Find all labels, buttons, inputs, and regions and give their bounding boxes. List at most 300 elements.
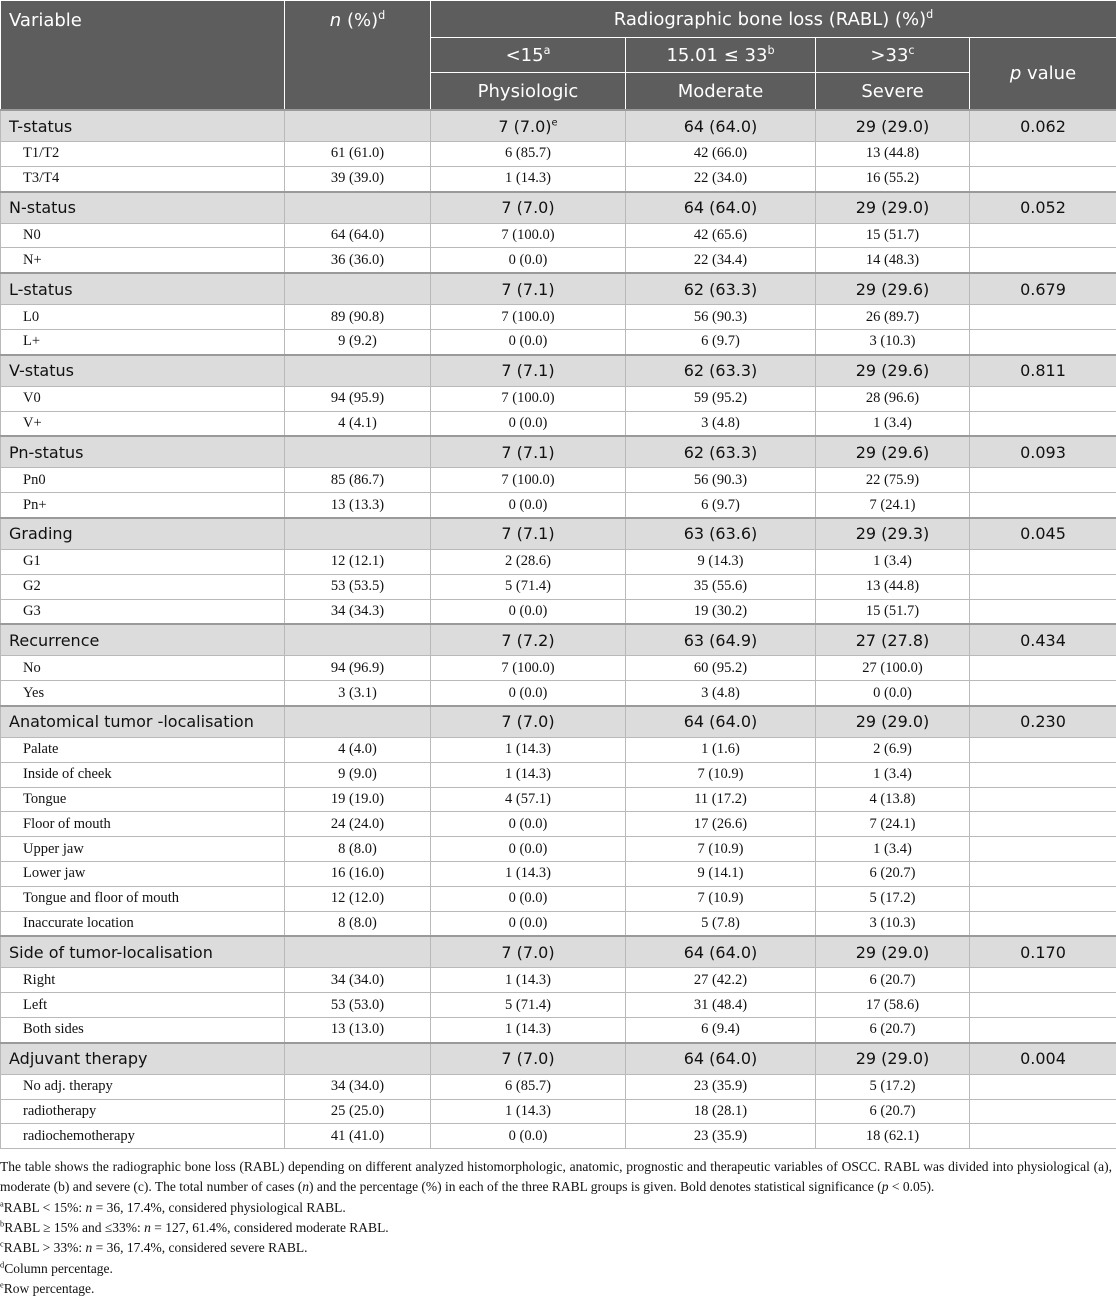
group-physiologic-text: 7 (7.1) [501,524,555,544]
group-n [285,518,431,550]
row-n [285,911,431,936]
row-label-text: Left [23,996,48,1013]
row-n [285,166,431,191]
group-physiologic [431,192,626,224]
footnote-text: Row percentage. [3,1280,95,1296]
row-label [1,468,285,493]
row-n [285,861,431,886]
group-physiologic-text: 7 (7.1) [501,361,555,381]
row-severe-text: 15 (51.7) [865,226,920,243]
row-severe-text: 13 (44.8) [865,578,920,595]
row-p-value [970,812,1116,837]
row-severe [816,599,970,624]
row-p-value [970,993,1116,1018]
table-row [1,386,1116,411]
row-severe [816,656,970,681]
row-moderate-text: 56 (90.3) [693,308,748,325]
header-n-rest: (%) [341,10,379,31]
group-moderate [626,355,816,387]
row-label-text: V+ [23,414,42,431]
footnote-a [0,1198,1112,1218]
group-severe-text: 29 (29.6) [855,442,930,462]
group-severe [816,1043,970,1075]
row-n-text: 61 (61.0) [330,145,385,162]
table-row [1,223,1116,248]
row-n-text: 41 (41.0) [330,1127,385,1144]
row-physiologic-text: 1 (14.3) [505,1102,551,1119]
row-label-text: radiotherapy [23,1102,97,1119]
table-row [1,1124,1116,1149]
row-n [285,386,431,411]
caption-n: n [302,1179,309,1195]
row-moderate-text: 3 (4.8) [701,684,740,701]
row-moderate [626,762,816,787]
row-physiologic [431,386,626,411]
row-moderate [626,681,816,706]
row-moderate-text: 9 (14.3) [697,553,744,570]
row-moderate-text: 5 (7.8) [701,914,740,931]
group-n [285,936,431,968]
row-label-text: No [23,659,41,676]
row-physiologic-text: 7 (100.0) [501,390,555,407]
row-n [285,812,431,837]
group-severe [816,192,970,224]
row-label [1,812,285,837]
group-moderate-text: 63 (64.9) [683,630,758,650]
row-label-text: Floor of mouth [23,815,111,832]
header-p-rest: value [1021,63,1077,84]
group-n [285,624,431,656]
row-physiologic [431,911,626,936]
row-severe-text: 1 (3.4) [873,553,912,570]
row-moderate [626,837,816,862]
group-label [1,1043,285,1075]
row-severe-text: 1 (3.4) [873,766,912,783]
group-label-text: T-status [9,116,73,136]
row-severe [816,386,970,411]
row-moderate-text: 9 (14.1) [697,865,744,882]
table-row [1,886,1116,911]
header-rabl [431,1,1116,38]
row-p-value [970,787,1116,812]
row-physiologic [431,305,626,330]
row-label-text: No adj. therapy [23,1078,113,1095]
group-moderate-text: 62 (63.3) [683,361,758,381]
row-p-value [970,599,1116,624]
row-moderate-text: 11 (17.2) [694,790,747,807]
table-notes [0,1157,1116,1299]
row-label-text: V0 [23,390,41,407]
row-label [1,223,285,248]
row-moderate [626,386,816,411]
row-label [1,599,285,624]
row-severe [816,1017,970,1042]
row-severe [816,762,970,787]
group-severe-text: 27 (27.8) [855,630,930,650]
row-moderate-text: 6 (9.7) [701,333,740,350]
group-p-value-text: 0.230 [1020,712,1066,732]
row-severe [816,574,970,599]
row-severe [816,1074,970,1099]
group-header-row [1,624,1116,656]
row-physiologic-text: 7 (100.0) [501,659,555,676]
row-physiologic-text: 4 (57.1) [505,790,551,807]
group-label-text: Adjuvant therapy [9,1049,148,1069]
group-physiologic-text: 7 (7.0) [501,198,555,218]
header-col-c-text: >33 [870,44,909,66]
group-physiologic [431,436,626,468]
row-label [1,549,285,574]
row-moderate-text: 22 (34.4) [693,251,748,268]
group-severe [816,936,970,968]
row-n [285,1017,431,1042]
row-severe-text: 13 (44.8) [865,145,920,162]
row-label [1,886,285,911]
group-p-value-text: 0.062 [1020,116,1066,136]
row-moderate-text: 22 (34.0) [693,170,748,187]
row-n [285,468,431,493]
row-physiologic-text: 5 (71.4) [505,996,551,1013]
row-severe [816,493,970,518]
row-physiologic-text: 0 (0.0) [508,251,548,268]
row-p-value [970,248,1116,273]
row-moderate-text: 18 (28.1) [693,1102,748,1119]
row-n [285,762,431,787]
row-label-text: N+ [23,251,42,268]
row-n [285,886,431,911]
row-n-text: 85 (86.7) [330,471,385,488]
header-col-b [626,38,816,73]
row-n [285,248,431,273]
group-label-text: Grading [9,524,73,544]
row-label-text: Both sides [23,1021,84,1038]
table-row [1,762,1116,787]
group-p-value [970,936,1116,968]
group-moderate [626,518,816,550]
row-physiologic [431,787,626,812]
row-moderate [626,411,816,436]
group-physiologic [431,110,626,142]
row-p-value [970,1074,1116,1099]
group-p-value [970,110,1116,142]
group-p-value-text: 0.045 [1020,524,1066,544]
table-row [1,737,1116,762]
group-label-text: Side of tumor-localisation [9,942,213,962]
row-physiologic-text: 6 (85.7) [505,145,551,162]
group-moderate-text: 64 (64.0) [683,116,758,136]
row-physiologic [431,1017,626,1042]
table-row [1,599,1116,624]
row-moderate-text: 6 (9.4) [701,1021,740,1038]
row-severe-text: 18 (62.1) [865,1127,920,1144]
row-physiologic-text: 1 (14.3) [505,766,551,783]
group-label [1,436,285,468]
row-severe [816,968,970,993]
header-label-c: Severe [816,73,970,111]
row-p-value [970,861,1116,886]
group-moderate-text: 63 (63.6) [683,524,758,544]
row-moderate [626,737,816,762]
row-severe-text: 17 (58.6) [865,996,920,1013]
row-label [1,681,285,706]
group-p-value [970,1043,1116,1075]
group-header-row [1,273,1116,305]
group-p-value [970,706,1116,738]
group-label [1,273,285,305]
row-n-text: 9 (9.0) [338,766,377,783]
table-row [1,861,1116,886]
row-severe-text: 5 (17.2) [869,890,916,907]
group-label [1,518,285,550]
table-row [1,787,1116,812]
header-n-sup: d [378,9,386,22]
row-severe [816,886,970,911]
row-label-text: Upper jaw [23,840,84,857]
row-severe [816,166,970,191]
header-n [285,1,431,111]
row-physiologic-text: 0 (0.0) [508,890,548,907]
footnote-marker: a [0,1199,4,1209]
group-severe-text: 29 (29.0) [855,712,930,732]
group-label [1,936,285,968]
row-label [1,166,285,191]
group-p-value-text: 0.170 [1020,942,1066,962]
row-p-value [970,968,1116,993]
group-physiologic-text: 7 (7.2) [501,630,555,650]
row-label [1,386,285,411]
row-p-value [970,549,1116,574]
row-severe [816,787,970,812]
group-header-row [1,1043,1116,1075]
row-moderate-text: 19 (30.2) [693,602,748,619]
row-label-text: Lower jaw [23,865,86,882]
row-physiologic [431,1099,626,1124]
row-severe [816,1099,970,1124]
group-label-text: Pn-status [9,442,84,462]
row-label [1,574,285,599]
group-severe [816,436,970,468]
row-moderate-text: 3 (4.8) [701,414,740,431]
header-label-b: Moderate [626,73,816,111]
row-moderate [626,599,816,624]
group-header-row [1,192,1116,224]
group-p-value-text: 0.004 [1020,1049,1066,1069]
group-moderate [626,706,816,738]
group-moderate-text: 62 (63.3) [683,279,758,299]
header-col-b-text: 15.01 ≤ 33 [666,44,768,66]
row-physiologic [431,411,626,436]
row-physiologic-text: 0 (0.0) [508,684,548,701]
group-moderate [626,624,816,656]
row-n-text: 4 (4.0) [338,741,377,758]
row-physiologic-text: 0 (0.0) [508,914,548,931]
row-severe [816,737,970,762]
row-p-value [970,656,1116,681]
row-p-value [970,737,1116,762]
row-physiologic-text: 2 (28.6) [505,553,551,570]
row-label [1,737,285,762]
group-physiologic-text: 7 (7.0) [498,116,552,136]
row-label [1,762,285,787]
row-label [1,305,285,330]
row-n-text: 16 (16.0) [330,865,385,882]
row-moderate [626,911,816,936]
table-row [1,305,1116,330]
row-physiologic [431,223,626,248]
row-p-value [970,468,1116,493]
group-header-row [1,436,1116,468]
group-moderate-text: 64 (64.0) [683,1049,758,1069]
row-severe-text: 1 (3.4) [873,840,912,857]
row-severe-text: 28 (96.6) [865,390,920,407]
row-moderate-text: 59 (95.2) [693,390,748,407]
row-physiologic-text: 0 (0.0) [508,815,548,832]
row-n [285,1099,431,1124]
group-label [1,192,285,224]
row-label-text: Right [23,971,56,988]
row-physiologic-text: 1 (14.3) [505,741,551,758]
row-physiologic [431,493,626,518]
row-label-text: Pn0 [23,471,46,488]
row-physiologic-text: 1 (14.3) [505,170,551,187]
row-physiologic-text: 7 (100.0) [501,471,555,488]
row-label-text: G3 [23,602,41,619]
row-physiologic [431,599,626,624]
group-n [285,273,431,305]
row-p-value [970,886,1116,911]
row-label [1,411,285,436]
row-n-text: 24 (24.0) [330,815,385,832]
caption-part: The table shows the radiographic bone loss (RABL) depending on different analyzed histomorphologic, anatomic, prognostic and therapeutic variables of OSCC. RABL was divided into physiological (a), moderate (b) and severe (c). The total number of cases ( [0,1159,1112,1195]
row-label [1,911,285,936]
group-physiologic [431,518,626,550]
row-p-value [970,386,1116,411]
group-physiologic-text: 7 (7.0) [501,712,555,732]
row-n [285,656,431,681]
group-physiologic [431,936,626,968]
row-severe [816,468,970,493]
row-moderate [626,993,816,1018]
row-moderate-text: 23 (35.9) [693,1127,748,1144]
row-severe [816,549,970,574]
row-n [285,737,431,762]
row-label [1,837,285,862]
row-label [1,861,285,886]
row-label [1,968,285,993]
row-p-value [970,911,1116,936]
row-moderate [626,166,816,191]
row-label [1,329,285,354]
row-n-text: 8 (8.0) [338,840,377,857]
row-moderate-text: 17 (26.6) [693,815,748,832]
footnote-n: n [85,1199,93,1215]
group-moderate [626,192,816,224]
row-physiologic [431,993,626,1018]
row-physiologic [431,762,626,787]
row-severe [816,248,970,273]
row-p-value [970,493,1116,518]
group-label [1,355,285,387]
row-moderate [626,656,816,681]
row-label [1,787,285,812]
group-severe-text: 29 (29.0) [855,942,930,962]
footnote-c [0,1238,1112,1258]
header-col-a-text: <15 [505,44,544,66]
row-physiologic-text: 1 (14.3) [505,971,551,988]
row-physiologic [431,248,626,273]
row-moderate-text: 27 (42.2) [693,971,748,988]
row-n-text: 3 (3.1) [338,684,377,701]
table-row [1,993,1116,1018]
row-physiologic-text: 1 (14.3) [505,1021,551,1038]
row-moderate [626,142,816,167]
row-label-text: Tongue and floor of mouth [23,890,180,907]
row-label [1,248,285,273]
table-row [1,493,1116,518]
row-severe-text: 6 (20.7) [869,971,916,988]
footnote-b [0,1218,1112,1238]
table-row [1,911,1116,936]
header-variable [1,1,285,111]
group-physiologic-sup: e [551,117,558,129]
group-label-text: Anatomical tumor -localisation [9,712,254,732]
row-n [285,223,431,248]
table-row [1,411,1116,436]
row-moderate [626,549,816,574]
row-n [285,411,431,436]
footnote-text: RABL ≥ 15% and ≤33%: [4,1220,145,1235]
group-severe-text: 29 (29.0) [855,1049,930,1069]
header-col-c-sup: c [908,43,915,57]
row-severe [816,993,970,1018]
row-severe-text: 6 (20.7) [869,1102,916,1119]
row-moderate-text: 23 (35.9) [693,1078,748,1095]
row-severe-text: 16 (55.2) [865,170,920,187]
row-label [1,1017,285,1042]
group-p-value [970,518,1116,550]
row-label-text: N0 [23,226,41,243]
row-physiologic [431,861,626,886]
group-p-value-text: 0.052 [1020,198,1066,218]
row-physiologic-text: 5 (71.4) [505,578,551,595]
row-p-value [970,574,1116,599]
row-n [285,549,431,574]
row-physiologic [431,142,626,167]
row-severe-text: 7 (24.1) [869,496,916,513]
row-physiologic-text: 7 (100.0) [501,226,555,243]
footnote-marker: b [0,1219,5,1229]
row-physiologic [431,656,626,681]
row-n [285,993,431,1018]
group-physiologic [431,624,626,656]
row-moderate-text: 35 (55.6) [693,578,748,595]
header-rabl-text: Radiographic bone loss (RABL) (%) [613,8,927,30]
row-physiologic [431,812,626,837]
row-physiologic-text: 6 (85.7) [505,1078,551,1095]
group-severe [816,624,970,656]
row-label-text: radiochemotherapy [23,1127,135,1144]
header-p-italic: p [1009,63,1022,84]
row-n [285,787,431,812]
row-label-text: Inside of cheek [23,766,112,783]
row-moderate [626,305,816,330]
group-p-value [970,355,1116,387]
row-moderate [626,812,816,837]
group-label [1,706,285,738]
row-n-text: 94 (96.9) [330,659,385,676]
footnote-text: = 127, 61.4%, considered moderate RABL. [150,1220,389,1235]
row-label-text: Palate [23,741,59,758]
